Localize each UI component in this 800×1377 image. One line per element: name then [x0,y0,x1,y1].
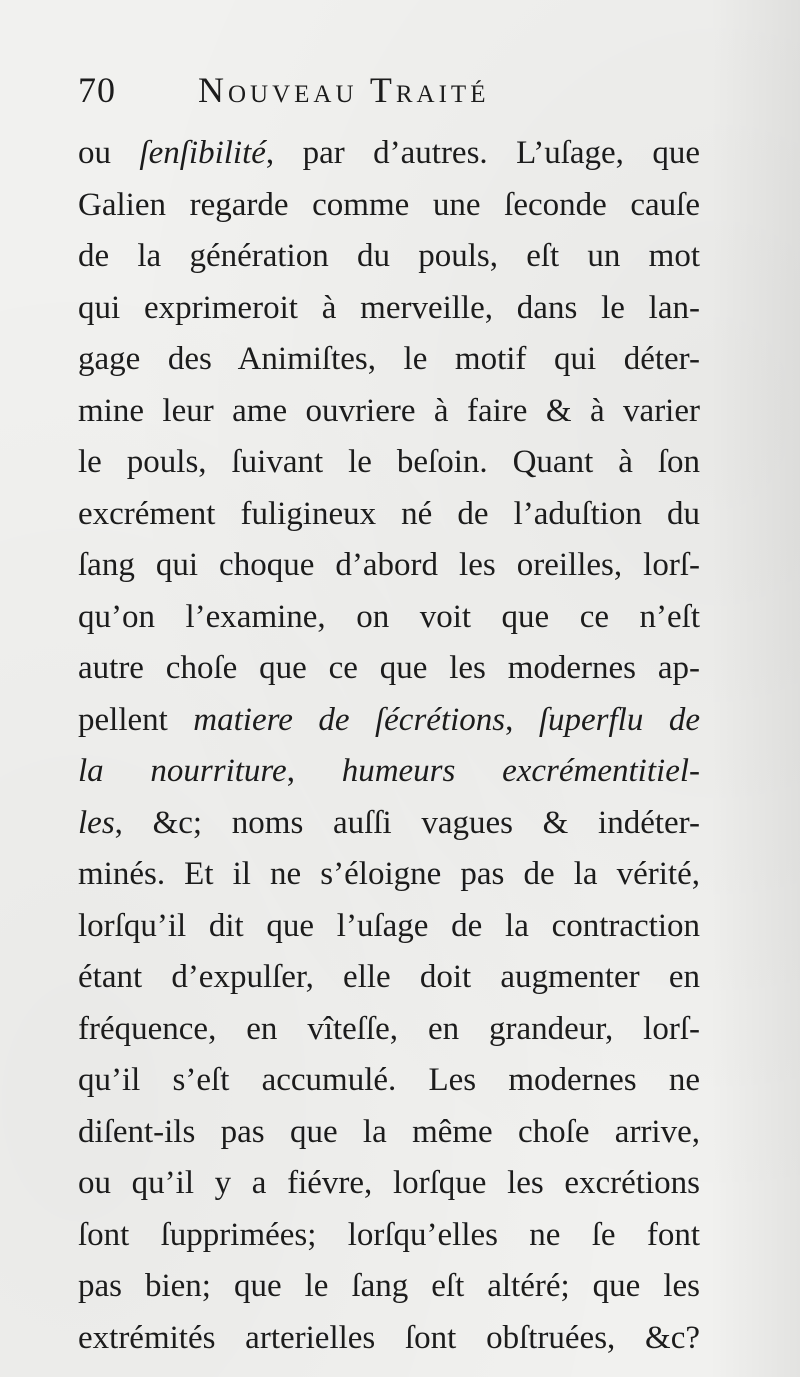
text-run: , par d’autres. L’uſage, que [265,135,700,171]
running-title: Nouveau Traité [198,70,490,110]
text-run: qu’on l’examine, on voit que ce n’eſt [78,598,700,635]
text-run: le pouls, ſuivant le beſoin. Quant à ſon [78,444,700,480]
text-line [78,334,700,386]
italic-run: la nourriture [78,753,287,789]
text-line [78,695,700,747]
text-line [78,1261,700,1313]
text-run: , &c; noms auſſi vagues & indéter- [114,804,700,841]
text-line [78,746,700,798]
text-run: ſont ſupprimées; lorſqu’elles ne ſe font [78,1216,700,1253]
text-run: Galien regarde comme une ſeconde cauſe [78,186,700,223]
text-line [78,540,700,592]
running-head [78,66,718,114]
text-run: de la génération du pouls, eſt un mot [78,238,700,274]
text-run: gage des Animiſtes, le motif qui déter- [78,341,700,377]
text-line [78,1210,700,1262]
text-line [78,489,700,541]
page-edge-shadow [710,0,800,1377]
text-run: qui exprimeroit à merveille, dans le lan- [78,289,700,326]
text-line [78,592,700,644]
text-run: pas bien; que le ſang eſt altéré; que les [78,1268,700,1304]
text-run: ou [78,135,140,171]
text-line [78,901,700,953]
italic-run: les [78,804,115,841]
text-run: ou qu’il y a fiévre, lorſque les excrétions [78,1165,700,1201]
text-run: , [505,701,539,738]
text-run: excrément fuligineux né de l’aduſtion du [78,495,700,532]
text-line [78,1004,700,1056]
text-run: pellent [78,701,194,738]
text-run: diſent-ils pas que la même choſe arrive, [78,1113,700,1150]
text-line [78,283,700,335]
text-run: qu’il s’eſt accumulé. Les modernes ne [78,1062,700,1098]
text-run: lorſqu’il dit que l’uſage de la contraction [78,907,700,944]
text-line [78,386,700,438]
text-run: , [286,753,342,789]
text-run: fréquence, en vîteſſe, en grandeur, lorſ- [78,1010,700,1047]
text-line [78,1107,700,1159]
italic-run: ſuperflu de [538,701,700,738]
text-run: minés. Et il ne s’éloigne pas de la vérité, [78,856,700,892]
text-line [78,1313,700,1365]
text-line [78,849,700,901]
text-line [78,180,700,232]
text-line [78,231,700,283]
body-text [78,128,700,1364]
text-run: extrémités arterielles ſont obſtruées, &c? [78,1319,700,1356]
text-line [78,798,700,850]
italic-run: ſenſibilité [139,135,266,171]
text-line [78,437,700,489]
italic-run: humeurs excrémentitiel- [341,753,700,789]
text-line [78,643,700,695]
text-line [78,128,700,180]
text-run: étant d’expulſer, elle doit augmenter en [78,959,700,995]
text-line [78,1055,700,1107]
text-run: mine leur ame ouvriere à faire & à varier [78,392,700,429]
italic-run: matiere de ſécrétions [193,701,506,738]
text-line [78,1158,700,1210]
page-number: 70 [78,70,116,110]
text-run: autre choſe que ce que les modernes ap- [78,650,700,686]
text-run: ſang qui choque d’abord les oreilles, lorſ- [78,547,700,583]
text-line [78,952,700,1004]
